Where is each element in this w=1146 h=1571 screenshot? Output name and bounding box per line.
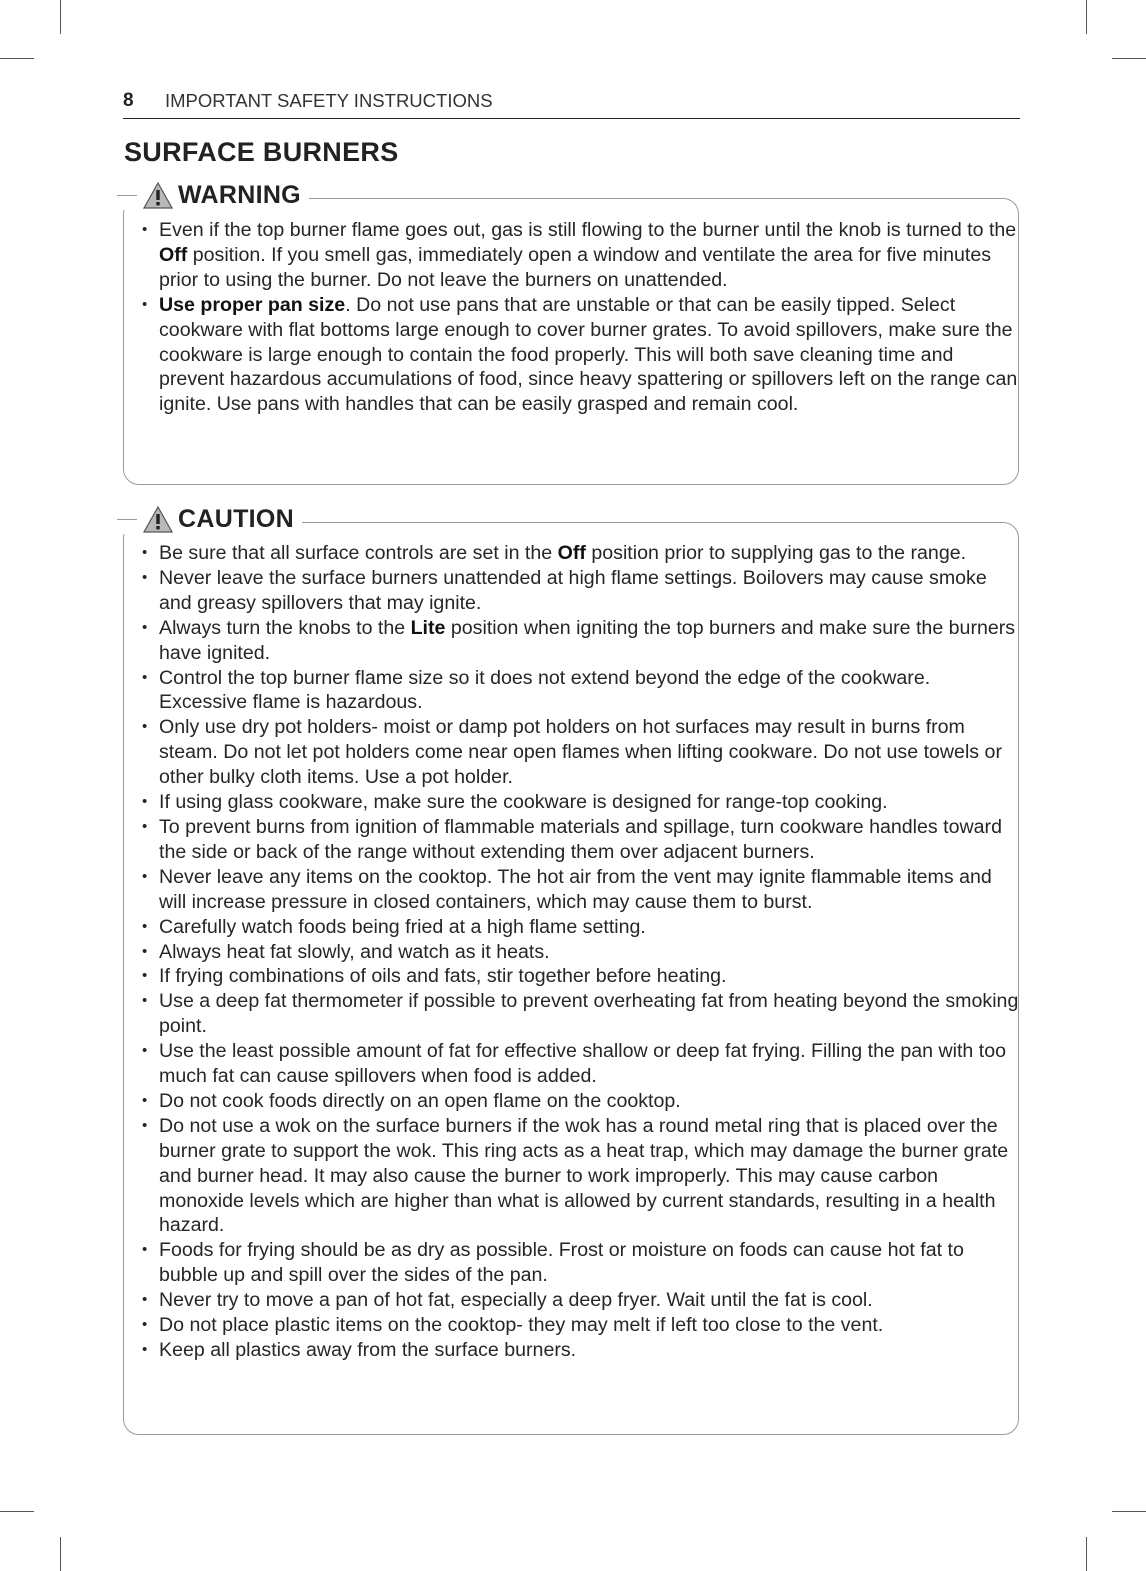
list-item bbox=[140, 293, 1020, 418]
crop-mark bbox=[1112, 1511, 1146, 1512]
crop-mark bbox=[1086, 0, 1087, 34]
item-text: If using glass cookware, make sure the cookware is designed for range-top cooking. bbox=[159, 791, 888, 814]
heading-rule bbox=[117, 195, 137, 196]
item-text: Foods for frying should be as dry as possible. Frost or moisture on foods can cause hot fat to bubble up and spill over the sides of the pan. bbox=[159, 1239, 964, 1287]
list-item bbox=[140, 616, 1020, 666]
item-text: Only use dry pot holders- moist or damp pot holders on hot surfaces may result in burns from steam. Do not let pot holders come near open flames when lifting cookware. Do not use towels or other bulky cloth items. Use a pot holder. bbox=[159, 716, 1002, 789]
caution-label: CAUTION bbox=[178, 505, 294, 533]
list-item bbox=[140, 1114, 1020, 1239]
list-item bbox=[140, 1238, 1020, 1288]
item-text: To prevent burns from ignition of flammable materials and spillage, turn cookware handles toward the side or back of the range without extending them over adjacent burners. bbox=[159, 815, 1002, 863]
item-text: Do not use a wok on the surface burners if the wok has a round metal ring that is placed over the burner grate to support the wok. This ring acts as a heat trap, which may damage the burner grate and burner head. It may also cause the burner to work improperly. This may cause carbon monoxide levels which are higher than what is allowed by current standards, resulting in a health hazard. bbox=[159, 1114, 1009, 1237]
item-text: position prior to supplying gas to the range. bbox=[585, 542, 967, 564]
item-text: position when igniting the top burners and make sure the burners have ignited. bbox=[159, 616, 1016, 664]
crop-mark bbox=[60, 0, 61, 34]
warning-label: WARNING bbox=[178, 181, 301, 209]
list-item bbox=[140, 989, 1020, 1039]
list-item bbox=[140, 1313, 1020, 1338]
crop-mark bbox=[1112, 58, 1146, 59]
item-text: Do not cook foods directly on an open flame on the cooktop. bbox=[159, 1089, 681, 1112]
list-item bbox=[140, 1338, 1020, 1363]
page-header bbox=[123, 90, 1020, 119]
list-item bbox=[140, 666, 1020, 716]
page-number: 8 bbox=[123, 90, 134, 111]
list-item bbox=[140, 566, 1020, 616]
item-text: Use the least possible amount of fat for effective shallow or deep fat frying. Filling the pan with too much fat can cause spillovers when food is added. bbox=[159, 1040, 1006, 1088]
item-text: . Do not use pans that are unstable or that can be easily tipped. Select cookware with flat bottoms large enough to cover burner grates. To avoid spillovers, make sure the cookware is large enough to contain the food properly. This will both save cleaning time and prevent hazardous accumulations of food, since heavy spattering or spillovers left on the range can ignite. Use pans with handles that can be easily grasped and remain cool. bbox=[159, 293, 1018, 416]
item-emphasis: Off bbox=[159, 243, 188, 266]
header-title: IMPORTANT SAFETY INSTRUCTIONS bbox=[165, 90, 493, 111]
list-item bbox=[140, 218, 1020, 293]
item-text: Never leave the surface burners unattended at high flame settings. Boilovers may cause smoke and greasy spillovers that may ignite. bbox=[159, 566, 987, 614]
list-item bbox=[140, 940, 1020, 965]
item-text: Use a deep fat thermometer if possible to prevent overheating fat from heating beyond the smoking point. bbox=[159, 990, 1019, 1038]
list-item bbox=[140, 1039, 1020, 1089]
caution-list bbox=[140, 541, 1020, 1363]
section-title: SURFACE BURNERS bbox=[124, 137, 399, 167]
crop-mark bbox=[60, 1537, 61, 1571]
item-text: Always turn the knobs to the bbox=[159, 616, 411, 639]
item-emphasis: Use proper pan size bbox=[159, 293, 346, 316]
item-text: Be sure that all surface controls are set in the bbox=[159, 542, 558, 564]
item-text: If frying combinations of oils and fats, stir together before heating. bbox=[159, 965, 727, 988]
item-text: Always heat fat slowly, and watch as it heats. bbox=[159, 940, 550, 963]
warning-triangle-icon bbox=[143, 506, 173, 533]
item-text: Carefully watch foods being fried at a high flame setting. bbox=[159, 915, 646, 938]
list-item bbox=[140, 815, 1020, 865]
list-item bbox=[140, 964, 1020, 989]
list-item bbox=[140, 1288, 1020, 1313]
warning-heading bbox=[113, 181, 309, 210]
crop-mark bbox=[0, 58, 34, 59]
item-text: Never try to move a pan of hot fat, especially a deep fryer. Wait until the fat is cool. bbox=[159, 1289, 873, 1312]
crop-mark bbox=[1086, 1537, 1087, 1571]
heading-rule bbox=[117, 519, 137, 520]
list-item bbox=[140, 865, 1020, 915]
list-item bbox=[140, 1089, 1020, 1114]
warning-triangle-icon bbox=[143, 182, 173, 209]
list-item bbox=[140, 715, 1020, 790]
item-text: Control the top burner flame size so it does not extend beyond the edge of the cookware. Excessive flame is hazardous. bbox=[159, 666, 931, 714]
warning-list bbox=[140, 218, 1020, 417]
list-item bbox=[140, 915, 1020, 940]
list-item bbox=[140, 790, 1020, 815]
item-emphasis: Off bbox=[557, 542, 586, 564]
list-item bbox=[140, 541, 1020, 566]
item-text: Even if the top burner flame goes out, gas is still flowing to the burner until the knob is turned to the bbox=[159, 219, 1017, 241]
item-text: position. If you smell gas, immediately open a window and ventilate the area for five minutes prior to using the burner. Do not leave the burners on unattended. bbox=[159, 243, 992, 291]
caution-heading bbox=[113, 505, 302, 534]
item-text: Keep all plastics away from the surface burners. bbox=[159, 1339, 577, 1361]
item-text: Do not place plastic items on the cooktop- they may melt if left too close to the vent. bbox=[159, 1314, 884, 1337]
item-emphasis: Lite bbox=[410, 616, 446, 639]
item-text: Never leave any items on the cooktop. The hot air from the vent may ignite flammable items and will increase pressure in closed containers, which may cause them to burst. bbox=[159, 865, 992, 913]
crop-mark bbox=[0, 1511, 34, 1512]
